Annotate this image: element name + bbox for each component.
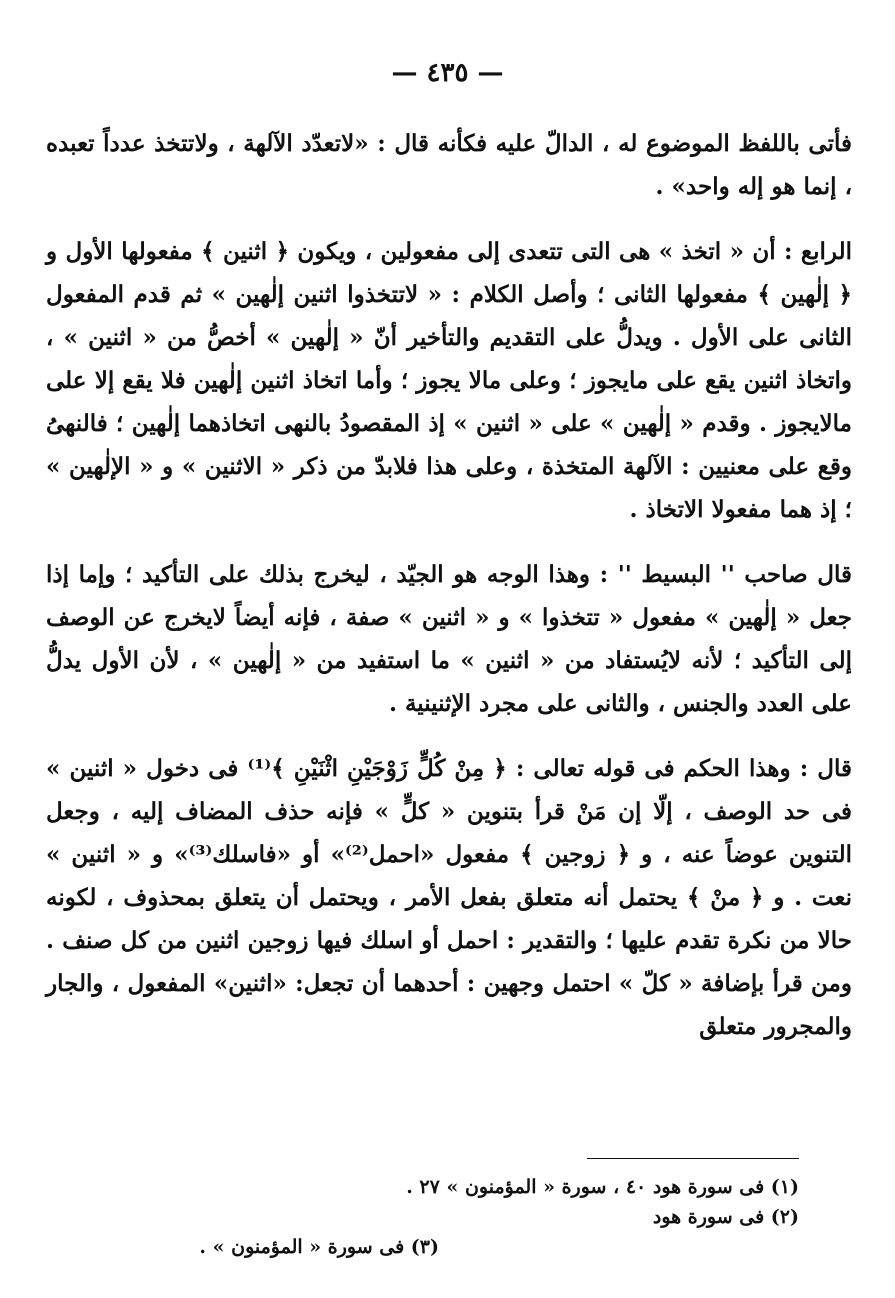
paragraph-4: قال : وهذا الحكم فى قوله تعالى : ﴿ مِنْ كُلٍّ زَوْجَيْنِ اثْنَيْنِ ﴾⁽¹⁾ فى دخول « اثنين » فى حد الوصف ، إلّا إن مَنْ قرأ بتنوين « كلٍّ » فإنه حذف المضاف إليه ، وجعل التنوين عوضاً عنه ، و ﴿ زوجين ﴾ مفعول «احمل⁽²⁾» أو «فاسلك⁽³⁾» و « اثنين » نعت . و ﴿ منْ ﴾ يحتمل أنه متعلق بفعل الأمر ، ويحتمل أن يتعلق بمحذوف ، لكونه حالا من نكرة تقدم عليها ؛ والتقدير : احمل أو اسلك فيها زوجين اثنين من كل صنف . ومن قرأ بإضافة « كلّ » احتمل وجهين : أحدهما أن تجعل: «اثنين» المفعول ، والجار والمجرور متعلق [46, 755, 852, 1040]
footnote-2: (٢) فى سورة هود [652, 1206, 799, 1228]
footnote-divider [587, 1158, 799, 1159]
footnote-1: (١) فى سورة هود ٤٠ ، سورة « المؤمنون » ٢٧ . [406, 1176, 799, 1198]
paragraph-3: قال صاحب '' البسيط '' : وهذا الوجه هو الجيّد ، ليخرج بذلك على التأكيد ؛ وإما إذا جعل « إلٰهين » مفعول « تتخذوا » و « اثنين » صفة ، فإنه أيضاً لايخرج عن الوصف إلى التأكيد ؛ لأنه لايُستفاد من « اثنين » ما استفيد من « إلٰهين » ، لأن الأول يدلُّ على العدد والجنس ، والثانى على مجرد الإثنينية . [46, 561, 852, 717]
page-number: — ٤٣٥ — [391, 58, 504, 88]
footnote-3: (٣) فى سورة « المؤمنون » . [199, 1236, 439, 1258]
footnotes [99, 1172, 799, 1262]
main-text [46, 122, 852, 1070]
paragraph-2: الرابع : أن « اتخذ » هى التى تتعدى إلى مفعولين ، ويكون ﴿ اثنين ﴾ مفعولها الأول و ﴿ إلٰهين ﴾ مفعولها الثانى ؛ وأصل الكلام : « لاتتخذوا اثنين إلٰهين » ثم قدم المفعول الثانى على الأول . ويدلُّ على التقديم والتأخير أنّ « إلٰهين » أخصُّ من « اثنين » ، واتخاذ اثنين يقع على مايجوز ؛ وعلى مالا يجوز ؛ وأما اتخاذ اثنين إلٰهين فلا يقع إلا على مالايجوز . وقدم « إلٰهين » على « اثنين » إذ المقصودُ بالنهى اتخاذهما إلٰهين ؛ فالنهىُ وقع على معنيين : الآلهة المتخذة ، وعلى هذا فلابدّ من ذكر « الاثنين » و « الإلٰهين » ؛ إذ هما مفعولا الاتخاذ . [46, 238, 852, 523]
paragraph-1: فأتى باللفظ الموضوع له ، الدالّ عليه فكأنه قال : «لاتعدّد الآلهة ، ولاتتخذ عدداً تعبده ، إنما هو إله واحد» . [46, 130, 852, 200]
